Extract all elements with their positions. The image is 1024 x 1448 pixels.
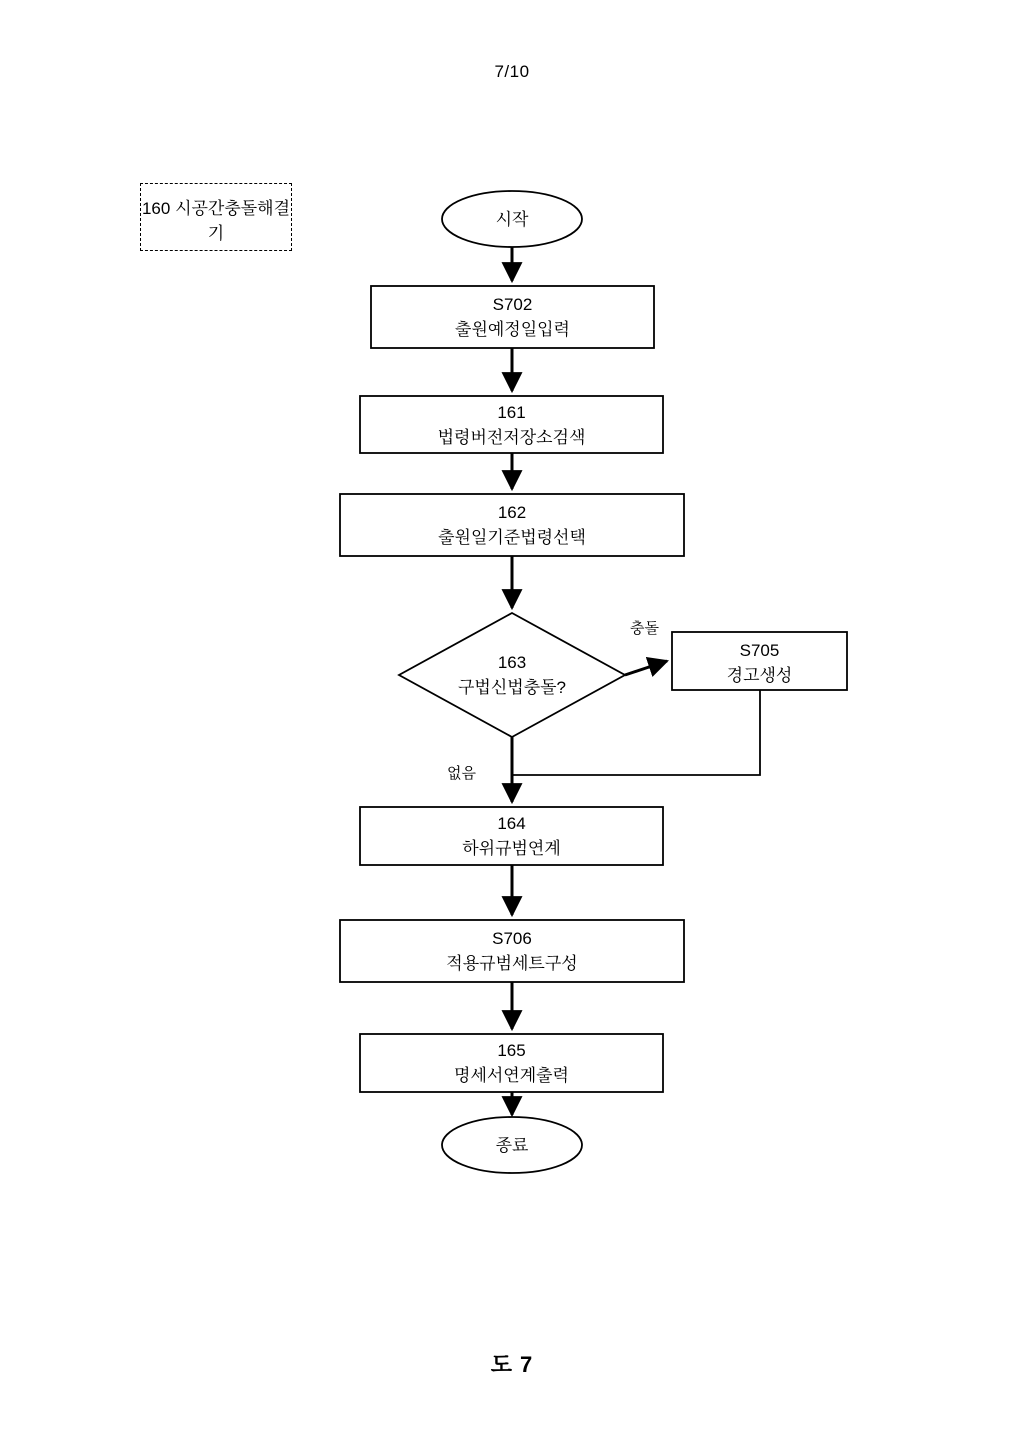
node-162-text: 출원일기준법령선택 xyxy=(438,528,586,547)
node-162-ref: 162 xyxy=(497,503,527,522)
page-number: 7/10 xyxy=(494,62,530,81)
node-s702-text: 출원예정일입력 xyxy=(455,320,570,339)
node-164-label xyxy=(360,811,663,861)
node-start-label xyxy=(442,207,582,232)
node-162-label xyxy=(340,500,684,550)
node-163-ref: 163 xyxy=(497,653,527,672)
node-end-label xyxy=(442,1133,582,1158)
edge-label-none: 없음 xyxy=(447,765,476,782)
node-164-text: 하위규범연계 xyxy=(462,839,561,858)
node-start-text: 시작 xyxy=(495,210,529,229)
node-163-text: 구법신법충돌? xyxy=(458,678,566,697)
node-163-label xyxy=(399,650,625,700)
node-s706-ref: S706 xyxy=(492,929,532,948)
node-s706-text: 적용규범세트구성 xyxy=(446,954,578,973)
node-s705-label xyxy=(672,638,847,688)
node-s702-ref: S702 xyxy=(492,295,533,314)
node-s702-label xyxy=(371,292,654,342)
node-165-text: 명세서연계출력 xyxy=(454,1066,569,1085)
edge-label-collision: 충돌 xyxy=(630,620,659,637)
node-s705-ref: S705 xyxy=(739,641,780,660)
edge-163-to-s705 xyxy=(625,661,667,675)
node-end-text: 종료 xyxy=(495,1136,529,1155)
node-s705-text: 경고생성 xyxy=(726,666,793,685)
node-165-ref: 165 xyxy=(497,1041,526,1060)
annotation-text: 시공간충돌해결기 xyxy=(175,199,291,243)
node-161-text: 법령버전저장소검색 xyxy=(437,428,586,447)
figure-caption: 도 7 xyxy=(490,1352,534,1377)
annotation-ref: 160 xyxy=(141,199,171,218)
node-161-label xyxy=(360,400,663,450)
node-165-label xyxy=(360,1038,663,1088)
node-164-ref: 164 xyxy=(497,814,526,833)
node-161-ref: 161 xyxy=(497,403,526,422)
node-s706-label xyxy=(340,926,684,976)
